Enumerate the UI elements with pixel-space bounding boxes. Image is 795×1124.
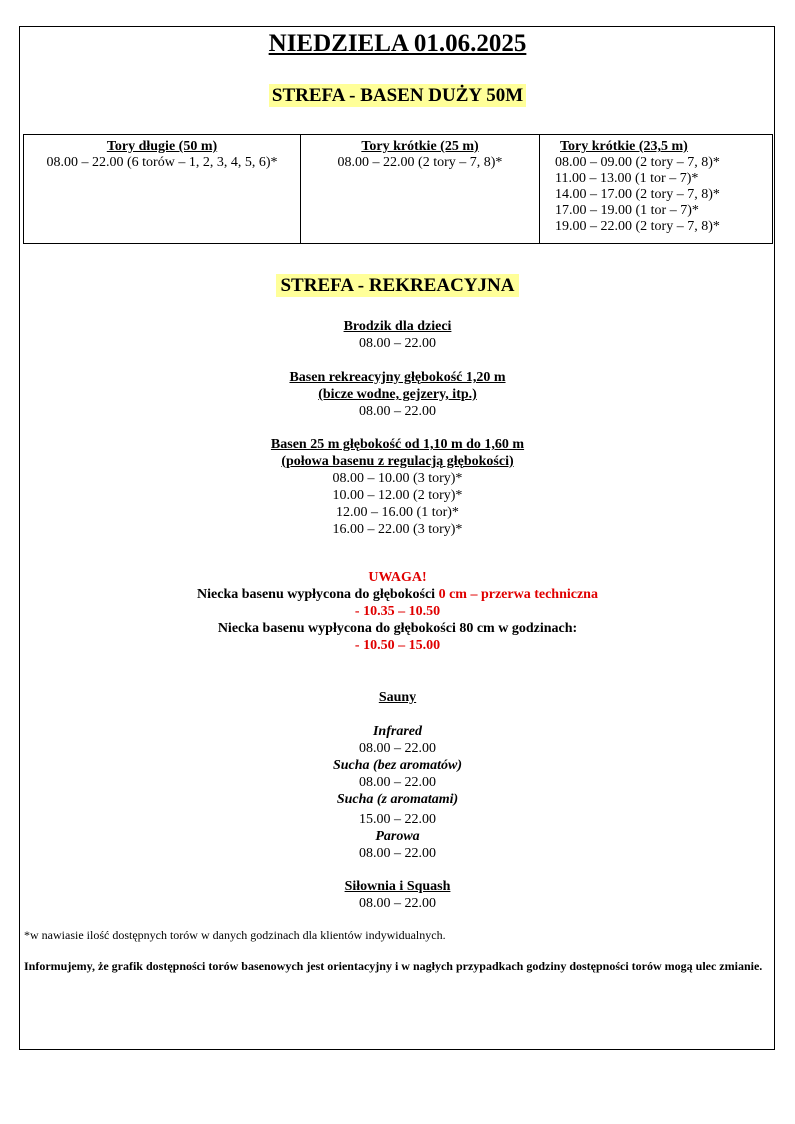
notice-label: UWAGA!	[368, 570, 427, 585]
rec-pool-subtitle: (bicze wodne, gejzery, itp.)	[318, 387, 477, 402]
lane-hours: 17.00 – 19.00 (1 tor – 7)*	[555, 203, 699, 218]
sauna-hours: 08.00 – 22.00	[359, 775, 436, 790]
lanes-col-short23	[540, 135, 773, 244]
notice-line1-text: Niecka basenu wypłycona do głębokości	[197, 587, 436, 602]
kids-pool-title: Brodzik dla dzieci	[343, 319, 452, 334]
pool25-hours: 10.00 – 12.00 (2 tory)*	[332, 488, 463, 503]
zone-pool-heading: STREFA - BASEN DUŻY 50M	[269, 84, 526, 107]
lane-hours: 11.00 – 13.00 (1 tor – 7)*	[555, 171, 699, 186]
col-header: Tory krótkie (23,5 m)	[560, 139, 688, 154]
lane-hours: 08.00 – 22.00 (2 tory – 7, 8)*	[337, 155, 503, 170]
kids-pool-block	[0, 318, 795, 352]
rec-pool-block	[0, 369, 795, 420]
notice-time1: - 10.35 – 10.50	[354, 604, 441, 619]
notice-time2: - 10.50 – 15.00	[354, 638, 441, 653]
page-title: NIEDZIELA 01.06.2025	[268, 30, 527, 57]
pool25-title: Basen 25 m głębokość od 1,10 m do 1,60 m	[270, 437, 525, 452]
sauna-hours: 15.00 – 22.00	[359, 812, 436, 827]
saunas-heading: Sauny	[378, 690, 417, 705]
kids-pool-hours: 08.00 – 22.00	[359, 336, 436, 351]
lane-hours: 08.00 – 22.00 (6 torów – 1, 2, 3, 4, 5, 6)*	[46, 155, 278, 170]
pool25-hours: 12.00 – 16.00 (1 tor)*	[336, 505, 459, 520]
lanes-col-long	[24, 135, 301, 244]
lane-hours: 14.00 – 17.00 (2 tory – 7, 8)*	[555, 187, 720, 202]
lanes-table	[23, 134, 773, 244]
zone-rec-heading-wrap	[0, 275, 795, 297]
lane-hours: 19.00 – 22.00 (2 tory – 7, 8)*	[555, 219, 720, 234]
sauna-hours: 08.00 – 22.00	[359, 741, 436, 756]
col-header: Tory krótkie (25 m)	[361, 139, 479, 154]
zone-pool-heading-wrap	[0, 85, 795, 107]
gym-block	[0, 878, 795, 912]
pool25-hours: 16.00 – 22.00 (3 tory)*	[332, 522, 463, 537]
lanes-col-short25	[301, 135, 540, 244]
info-text: Informujemy, że grafik dostępności torów basenowych jest orientacyjny i w nagłych przypadkach godziny dostępności torów mogą ulec zmianie.	[24, 959, 763, 973]
rec-pool-hours: 08.00 – 22.00	[359, 404, 436, 419]
sauna-name: Sucha (z aromatami)	[336, 792, 459, 807]
notice-block	[0, 569, 795, 654]
table-row	[24, 135, 773, 244]
notice-line2: Niecka basenu wypłycona do głębokości 80 cm w godzinach:	[217, 621, 578, 636]
notice-line1-red: 0 cm – przerwa techniczna	[438, 587, 598, 602]
pool25-subtitle: (połowa basenu z regulacją głębokości)	[281, 454, 514, 469]
sauna-name: Parowa	[375, 829, 420, 844]
gym-title: Siłownia i Squash	[344, 879, 451, 894]
sauna-name: Sucha (bez aromatów)	[332, 758, 463, 773]
pool25-block	[0, 436, 795, 538]
notice-line1	[0, 586, 795, 603]
col-header: Tory długie (50 m)	[106, 139, 218, 154]
rec-pool-title: Basen rekreacyjny głębokość 1,20 m	[289, 370, 506, 385]
zone-rec-heading: STREFA - REKREACYJNA	[276, 274, 518, 297]
lane-hours: 08.00 – 09.00 (2 tory – 7, 8)*	[555, 155, 720, 170]
gym-hours: 08.00 – 22.00	[359, 896, 436, 911]
pool25-hours: 08.00 – 10.00 (3 tory)*	[332, 471, 463, 486]
footnote: *w nawiasie ilość dostępnych torów w danych godzinach dla klientów indywidualnych.	[24, 928, 446, 942]
saunas-block	[0, 689, 795, 862]
sauna-hours: 08.00 – 22.00	[359, 846, 436, 861]
sauna-name: Infrared	[372, 724, 422, 739]
